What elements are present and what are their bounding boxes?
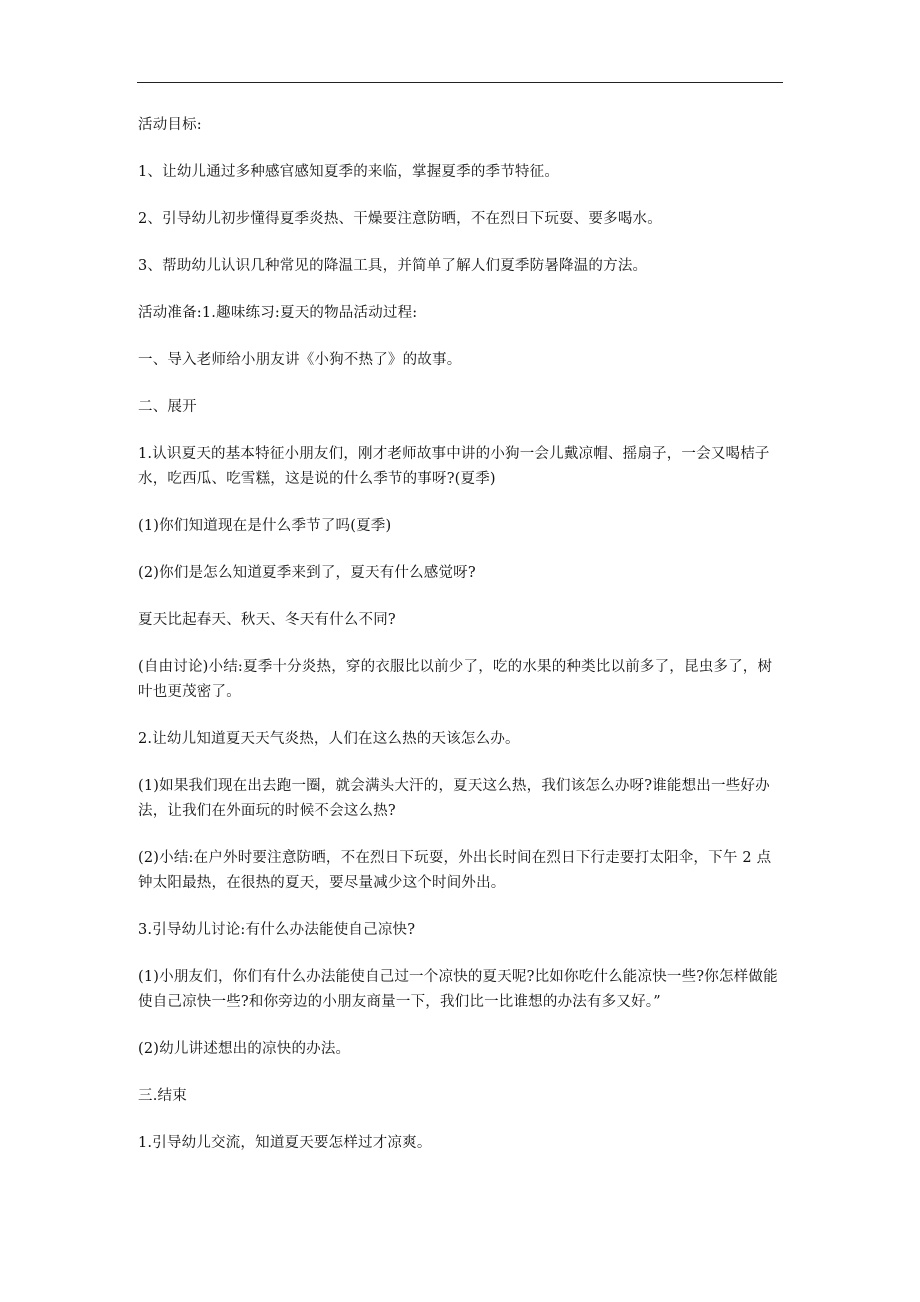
section-heading-preparation: 活动准备:1.趣味练习:夏天的物品活动过程: [138, 305, 418, 321]
step-intro: 一、导入老师给小朋友讲《小狗不热了》的故事。 [138, 352, 462, 368]
paragraph-summer-features: 1.认识夏天的基本特征小朋友们，刚才老师故事中讲的小狗一会儿戴凉帽、摇扇子，一会又喝桔子水，吃西瓜、吃雪糕，这是说的什么季节的事呀?(夏季) [138, 446, 770, 487]
subheading-hot-weather: 2.让幼儿知道夏天天气炎热，人们在这么热的天该怎么办。 [138, 731, 520, 747]
section-heading-expand: 二、展开 [138, 399, 197, 415]
question-run-outside: (1)如果我们现在出去跑一圈，就会满头大汗的，夏天这么热，我们该怎么办呀?谁能想出一些好办法，让我们在外面玩的时候不会这么热? [138, 778, 770, 819]
children-share-ideas: (2)幼儿讲述想出的凉快的办法。 [138, 1041, 351, 1057]
question-compare-seasons: 夏天比起春天、秋天、冬天有什么不同? [138, 612, 396, 628]
summary-sun-protection: (2)小结:在户外时要注意防晒，不在烈日下玩耍，外出长时间在烈日下行走要打太阳伞，下午 2 点钟太阳最热，在很热的夏天，要尽量减少这个时间外出。 [138, 850, 772, 891]
goal-item-1: 1、让幼儿通过多种感官感知夏季的来临，掌握夏季的季节特征。 [138, 164, 560, 180]
header-rule [137, 82, 783, 83]
goal-item-2: 2、引导幼儿初步懂得夏季炎热、干燥要注意防晒，不在烈日下玩耍、要多喝水。 [138, 211, 662, 227]
section-heading-goals: 活动目标: [138, 117, 202, 133]
subheading-keep-cool: 3.引导幼儿讨论:有什么办法能使自己凉快? [138, 922, 416, 938]
question-1: (1)你们知道现在是什么季节了吗(夏季) [138, 518, 392, 534]
summary-discussion: (自由讨论)小结:夏季十分炎热，穿的衣服比以前少了，吃的水果的种类比以前多了，昆虫多了，树叶也更茂密了。 [138, 659, 773, 700]
document-body [138, 113, 784, 1156]
goal-item-3: 3、帮助幼儿认识几种常见的降温工具，并简单了解人们夏季防暑降温的方法。 [138, 258, 648, 274]
question-2: (2)你们是怎么知道夏季来到了，夏天有什么感觉呀? [138, 565, 476, 581]
section-heading-end: 三.结束 [138, 1088, 187, 1104]
question-cool-ideas: (1)小朋友们，你们有什么办法能使自己过一个凉快的夏天呢?比如你吃什么能凉快一些?你怎样做能使自己凉快一些?和你旁边的小朋友商量一下，我们比一比谁想的办法有多又好。” [138, 969, 778, 1010]
ending-item-1: 1.引导幼儿交流，知道夏天要怎样过才凉爽。 [138, 1135, 432, 1151]
